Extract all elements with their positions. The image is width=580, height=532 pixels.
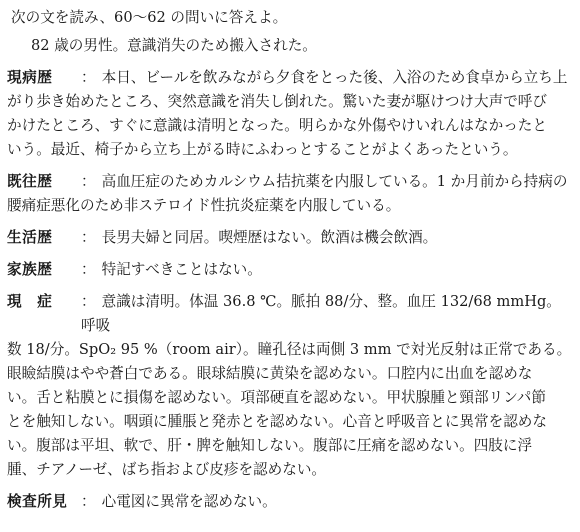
section-line bbox=[81, 290, 572, 338]
section-line bbox=[81, 226, 572, 250]
section-colon: ： bbox=[81, 69, 96, 86]
section-line-text: い。腹部は平坦、軟で、肝・脾を触知しない。腹部に圧痛を認めない。四肢に浮 bbox=[7, 437, 533, 454]
section-line bbox=[81, 490, 572, 514]
section-label: 既往歴 bbox=[7, 173, 53, 190]
section-line bbox=[7, 362, 572, 386]
section-test-findings bbox=[7, 490, 572, 514]
section-line-text: 本日、ビールを飲みながら夕食をとった後、入浴のため食卓から立ち上 bbox=[101, 69, 568, 86]
section-line-text: 特記すべきことはない。 bbox=[101, 261, 262, 278]
section-colon: ： bbox=[81, 229, 96, 246]
section-line-text: 腫、チアノーゼ、ばち指および皮疹を認めない。 bbox=[7, 461, 327, 478]
instruction-text: 次の文を読み、60～62 の問いに答えよ。 bbox=[11, 9, 288, 26]
section-history-present-illness bbox=[7, 66, 572, 162]
section-line bbox=[7, 194, 572, 218]
section-line-text: いう。最近、椅子から立ち上がる時にふわっとすることがよくあったという。 bbox=[7, 141, 518, 158]
section-line bbox=[81, 66, 572, 90]
section-label: 現 症 bbox=[7, 293, 53, 310]
section-social-history bbox=[7, 226, 572, 250]
section-line bbox=[7, 138, 572, 162]
section-line bbox=[7, 434, 572, 458]
section-line-text: い。舌と粘膜とに損傷を認めない。項部硬直を認めない。甲状腺腫と頸部リンパ節 bbox=[7, 389, 546, 406]
section-line-text: 数 18/分。SpO₂ 95 %（room air）。瞳孔径は両側 3 mm で対光反射は正常である。 bbox=[7, 341, 572, 358]
section-line-text: とを触知しない。咽頭に腫脹と発赤とを認めない。心音と呼吸音とに異常を認めな bbox=[7, 413, 547, 430]
section-line bbox=[7, 90, 572, 114]
section-line bbox=[7, 410, 572, 434]
section-family-history bbox=[7, 258, 572, 282]
section-line-text: 意識は清明。体温 36.8 ℃。脈拍 88/分、整。血圧 132/68 mmHg。呼吸 bbox=[81, 293, 561, 334]
section-body bbox=[81, 490, 572, 514]
section-colon: ： bbox=[81, 261, 96, 278]
section-line bbox=[7, 386, 572, 410]
section-line-text: がり歩き始めたところ、突然意識を消失し倒れた。驚いた妻が駆けつけ大声で呼び bbox=[7, 93, 547, 110]
section-line-text: 長男夫婦と同居。喫煙歴はない。飲酒は機会飲酒。 bbox=[101, 229, 438, 246]
section-line bbox=[81, 170, 572, 194]
section-label: 生活歴 bbox=[7, 229, 53, 246]
section-physical-exam bbox=[7, 290, 572, 482]
section-body bbox=[81, 226, 572, 250]
intro bbox=[7, 6, 572, 58]
section-colon: ： bbox=[81, 293, 96, 310]
section-label: 家族歴 bbox=[7, 261, 53, 278]
section-line bbox=[81, 258, 572, 282]
section-body bbox=[81, 258, 572, 282]
section-line-text: 高血圧症のためカルシウム拮抗薬を内服している。1 か月前から持病の bbox=[101, 173, 568, 190]
section-label: 検査所見 bbox=[7, 493, 68, 510]
section-colon: ： bbox=[81, 173, 96, 190]
section-line-text: 心電図に異常を認めない。 bbox=[101, 493, 277, 510]
section-line-text: 眼瞼結膜はやや蒼白である。眼球結膜に黄染を認めない。口腔内に出血を認めな bbox=[7, 365, 533, 382]
section-line bbox=[7, 338, 572, 362]
section-colon: ： bbox=[81, 493, 96, 510]
section-line-text: かけたところ、すぐに意識は清明となった。明らかな外傷やけいれんはなかったと bbox=[7, 117, 547, 134]
section-label: 現病歴 bbox=[7, 69, 53, 86]
case-summary: 82 歳の男性。意識消失のため搬入された。 bbox=[31, 37, 317, 54]
section-past-history bbox=[7, 170, 572, 218]
section-line-text: 腰痛症悪化のため非ステロイド性抗炎症薬を内服している。 bbox=[7, 197, 401, 214]
section-line bbox=[7, 114, 572, 138]
section-line bbox=[7, 458, 572, 482]
case-sections bbox=[7, 66, 572, 514]
